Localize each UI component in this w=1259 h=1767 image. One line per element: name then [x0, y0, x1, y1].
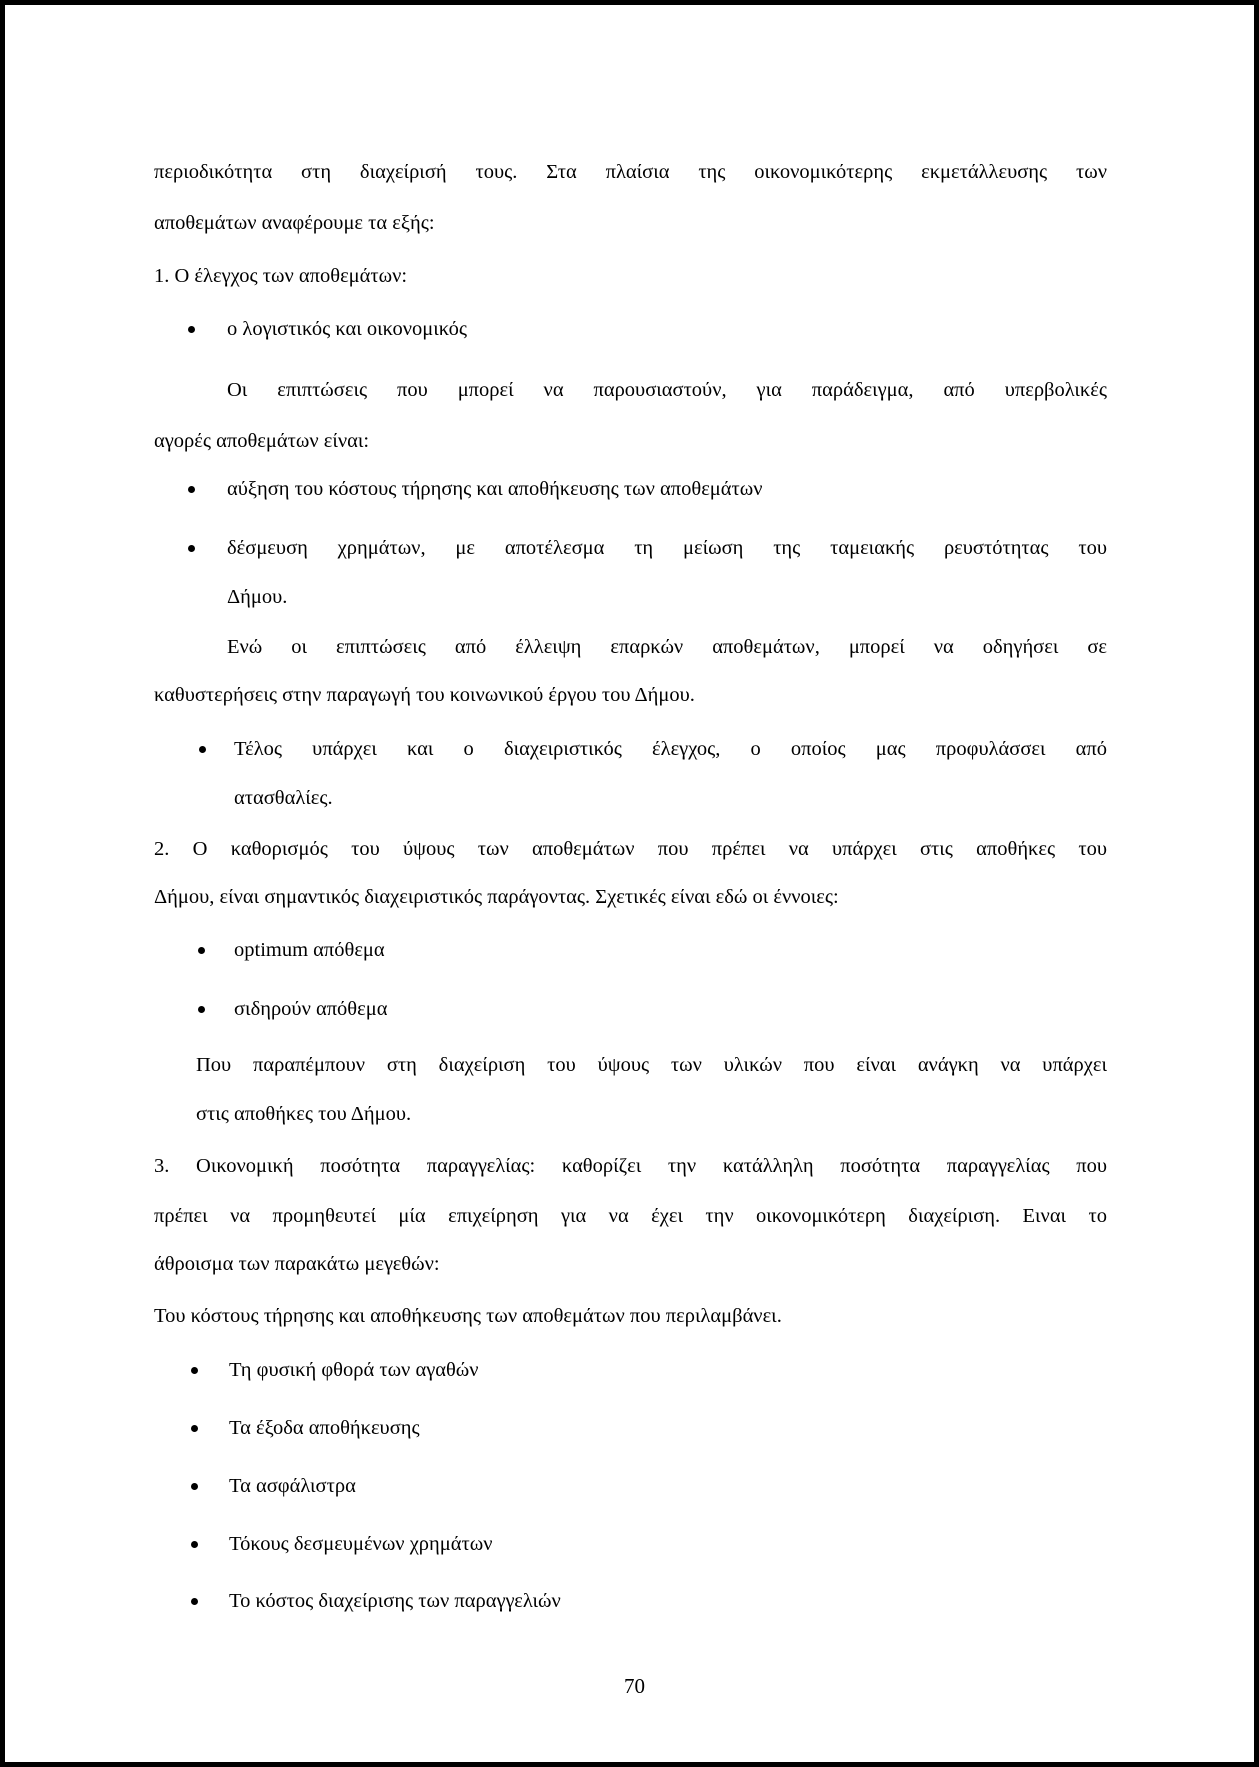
bullet-icon [188, 545, 195, 552]
paragraph-line: Του κόστους τήρησης και αποθήκευσης των αποθεμάτων που περιλαμβάνει. [154, 1305, 782, 1327]
bullet-icon [188, 326, 195, 333]
numbered-item-continuation: Δήμου, είναι σημαντικός διαχειριστικός παράγοντας. Σχετικές είναι εδώ οι έννοιες: [154, 886, 839, 908]
bullet-item: αύξηση του κόστους τήρησης και αποθήκευσης των αποθεμάτων [227, 478, 763, 500]
bullet-item: Τόκους δεσμευμένων χρημάτων [229, 1533, 493, 1555]
bullet-item: δέσμευση χρημάτων, με αποτέλεσμα τη μείωση της ταμειακής ρευστότητας του [227, 537, 1107, 559]
numbered-item: 3. Οικονομική ποσότητα παραγγελίας: καθορίζει την κατάλληλη ποσότητα παραγγελίας που [154, 1155, 1107, 1177]
page-number: 70 [624, 1674, 645, 1698]
bullet-item: Το κόστος διαχείρισης των παραγγελιών [229, 1590, 561, 1612]
bullet-item-continuation: Δήμου. [227, 586, 288, 608]
bullet-icon [188, 486, 195, 493]
paragraph-line: αγορές αποθεμάτων είναι: [154, 430, 370, 452]
bullet-icon [199, 746, 206, 753]
numbered-item-continuation: πρέπει να προμηθευτεί μία επιχείρηση για να έχει την οικονομικότερη διαχείριση. Ειναι το [154, 1205, 1107, 1227]
bullet-icon [191, 1483, 198, 1490]
paragraph-line: στις αποθήκες του Δήμου. [196, 1103, 412, 1125]
bullet-item: Τέλος υπάρχει και ο διαχειριστικός έλεγχος, ο οποίος μας προφυλάσσει από [234, 738, 1107, 760]
bullet-icon [191, 1367, 198, 1374]
paragraph-line: περιοδικότητα στη διαχείρισή τους. Στα πλαίσια της οικονομικότερης εκμετάλλευσης των [154, 161, 1107, 183]
paragraph-line: καθυστερήσεις στην παραγωγή του κοινωνικού έργου του Δήμου. [154, 684, 695, 706]
numbered-item: 2. Ο καθορισμός του ύψους των αποθεμάτων που πρέπει να υπάρχει στις αποθήκες του [154, 838, 1107, 860]
numbered-item: 1. Ο έλεγχος των αποθεμάτων: [154, 265, 408, 287]
bullet-icon [191, 1425, 198, 1432]
paragraph-line: Που παραπέμπουν στη διαχείριση του ύψους των υλικών που είναι ανάγκη να υπάρχει [196, 1054, 1107, 1076]
bullet-icon [191, 1541, 198, 1548]
bullet-icon [191, 1598, 198, 1605]
bullet-item: optimum απόθεμα [234, 939, 385, 961]
bullet-icon [198, 947, 205, 954]
paragraph-line: Οι επιπτώσεις που μπορεί να παρουσιαστούν, για παράδειγμα, από υπερβολικές [227, 379, 1107, 401]
paragraph-line: Ενώ οι επιπτώσεις από έλλειψη επαρκών αποθεμάτων, μπορεί να οδηγήσει σε [227, 636, 1107, 658]
bullet-item: σιδηρούν απόθεμα [234, 998, 388, 1020]
bullet-item: Τα έξοδα αποθήκευσης [229, 1417, 420, 1439]
bullet-item-continuation: ατασθαλίες. [234, 787, 333, 809]
bullet-item: ο λογιστικός και οικονομικός [227, 318, 468, 340]
bullet-item: Τη φυσική φθορά των αγαθών [229, 1359, 479, 1381]
bullet-icon [198, 1006, 205, 1013]
paragraph-line: αποθεμάτων αναφέρουμε τα εξής: [154, 212, 435, 234]
numbered-item-continuation: άθροισμα των παρακάτω μεγεθών: [154, 1253, 440, 1275]
bullet-item: Τα ασφάλιστρα [229, 1475, 356, 1497]
